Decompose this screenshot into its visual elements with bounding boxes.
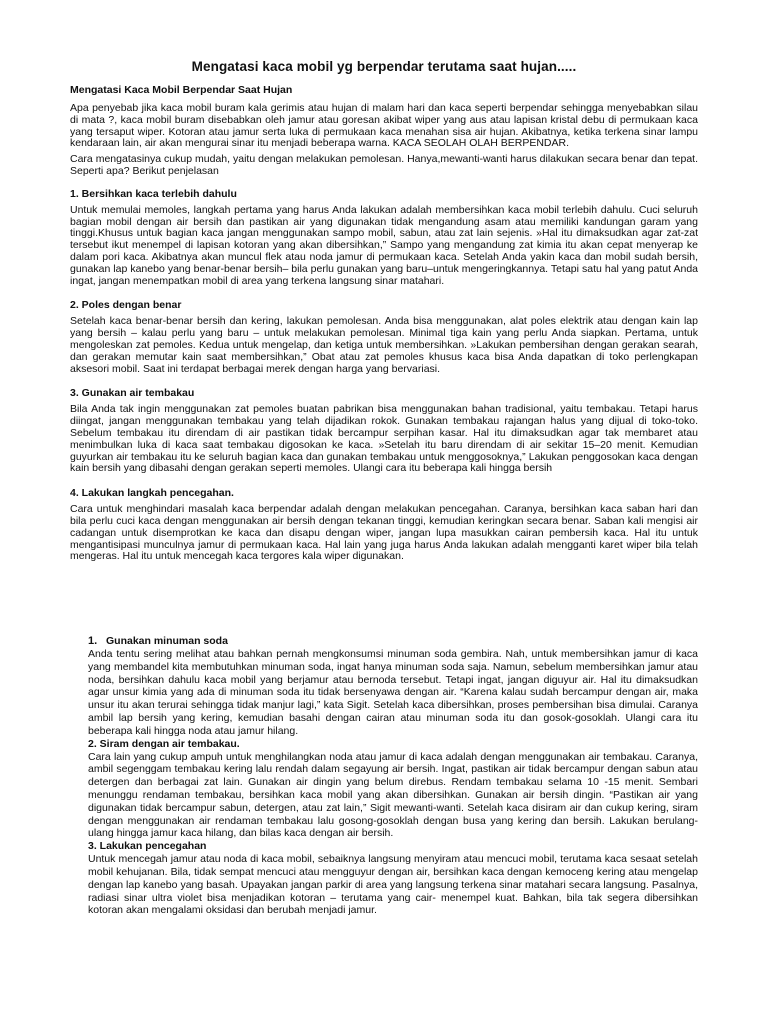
section-heading: 2. Poles dengan benar: [70, 299, 182, 312]
section-body: Untuk memulai memoles, langkah pertama yang harus Anda lakukan adalah membersihkan kaca mobil terlebih dahulu. Cuci seluruh bagian mobil dengan air bersih dan pastikan air yang digunakan tidak mengandung asam atau memiliki kandungan garam yang tinggi.Khusus untuk bagian kaca jangan menggunakan sampo mobil, sabun, atau zat lain sejenis. »Hal itu dimaksudkan agar zat-zat tersebut ikut menempel di lapisan kotoran yang akan dibersihkan,” Sampo yang mengandung zat kimia itu akan cepat menyerap ke dalam pori kaca. Akibatnya akan muncul flek atau noda jamur di permukaan kaca. Setelah Anda yakin kaca dan mobil sudah bersih, gunakan lap kanebo yang benar-benar bersih– bila perlu gunakan yang baru–untuk mengeringkannya. Tetapi satu hal yang patut Anda ingat, jangan menempatkan mobil di area yang terkena langsung sinar matahari.: [70, 203, 698, 287]
secondary-content: [88, 635, 698, 917]
intro-paragraph-2: Cara mengatasinya cukup mudah, yaitu dengan melakukan pemolesan. Hanya,mewanti-wanti harus dilakukan secara benar dan tepat. Seperti apa? Berikut penjelasan: [70, 153, 698, 177]
list-number: 1.: [88, 635, 98, 647]
section-body: Bila Anda tak ingin menggunakan zat pemoles buatan pabrikan bisa menggunakan bahan tradisional, yaitu tembakau. Tetapi harus diingat, jangan menggunakan tembakau yang telah dijadikan rokok. Gunakan tembakau rajangan halus yang dijual di toko-toko. Sebelum tembakau itu direndam di air pastikan tidak bercampur serpihan kasar. Hal itu dimaksudkan agar tak membaret atau menimbulkan luka di kaca saat tembakau digosokan ke kaca. »Setelah itu baru direndam di air sekitar 15–20 menit. Kemudian guyurkan air tembakau itu ke seluruh bagian kaca dan gunakan tembakau untuk menggosoknya,” Lakukan penggosokan kaca dengan kain bersih yang dibasahi dengan gerakan seperti memoles. Ulangi cara itu beberapa kali hingga bersih: [70, 403, 698, 475]
numbered-heading: [88, 635, 698, 648]
section-body: Cara lain yang cukup ampuh untuk menghilangkan noda atau jamur di kaca adalah dengan menggunakan air tembakau. Caranya, ambil segenggam tembakau kering lalu rendah dalam segayung air bersih. Ingat, pastikan air tidak bercampur dengan sabun atau detergen dan berbagai zat lain. Gunakan air dingin yang belum direbus. Rendam tembakau selama 10 -15 menit. Sembari menunggu rendaman tembakau, bersihkan kaca mobil yang akan dibersihkan. Gunakan air bersih dingin. “Pastikan air yang digunakan tidak bercampur sabun, detergen, atau zat lain,” Sigit mewanti-wanti. Setelah kaca disiram air dan cukup kering, siram dengan menggunakan air rendaman tembakau lalu gosong-gosoklah dengan busa yang kering dan bersih. Lakukan berulang-ulang hingga jamur kaca hilang, dan bilas kaca dengan air bersih.: [88, 750, 698, 840]
document-title: Mengatasi kaca mobil yg berpendar terutama saat hujan.....: [191, 59, 577, 74]
intro-paragraph: Apa penyebab jika kaca mobil buram kala gerimis atau hujan di malam hari dan kaca seperti berpendar sehingga menyebabkan silau di mata ?, kaca mobil buram disebabkan oleh jamur atau goresan akibat wiper yang aus atau lapisan kristal debu di permukaan kaca yang tersaput wiper. Kotoran atau jamur serta luka di permukaan kaca menahan sisa air hujan. Akibatnya, ketika terkena sinar lampu kendaraan lain, air akan mengurai sinar itu menjadi beberapa warna. KACA SEOLAH OLAH BERPENDAR.: [70, 102, 698, 150]
section-heading: 3. Gunakan air tembakau: [70, 387, 195, 400]
section-heading: 1. Bersihkan kaca terlebih dahulu: [70, 187, 237, 200]
section-body: Anda tentu sering melihat atau bahkan pernah mengkonsumsi minuman soda gembira. Nah, untuk membersihkan jamur di kaca yang membandel kita membutuhkan minuman soda, ingat hanya minuman soda saja. Namun, sebelum membersihkan jamur atau noda, bersihkan dahulu kaca mobil yang berjamur atau bernoda tersebut. Tetapi ingat, jangan diguyur air. Hal itu dimaksudkan agar unsur kimia yang ada di minuman soda itu tidak bersenyawa dengan air. “Karena kalau sudah bercampur dengan air, maka unsur itu akan terurai sehingga tidak manjur lagi,” kata Sigit. Setelah kaca dibersihkan, proses pembersihan bisa dimulai. Caranya ambil lap bersih yang kering, kemudian basahi dengan cairan atau minuman soda itu dan gosok-gosoklah. Ulangi cara itu beberapa kali hingga noda atau jamur hilang.: [88, 648, 698, 737]
section-heading: 3. Lakukan pencegahan: [88, 840, 207, 853]
section-body: Setelah kaca benar-benar bersih dan kering, lakukan pemolesan. Anda bisa menggunakan, alat poles elektrik atau dengan kain lap yang bersih – kalau perlu yang baru – untuk melakukan pemolesan. Minimal tiga kain yang perlu Anda siapkan. Pertama, untuk mengoleskan zat pemoles. Kedua untuk mengelap, dan ketiga untuk membersihkan. »Lakukan pembersihan dengan gerakan searah, dan gerakan memutar kain saat membersihkan,” Obat atau zat pemoles khusus kaca bisa Anda dapatkan di toko perlengkapan aksesori mobil. Saat ini terdapat berbagai merek dengan harga yang bervariasi.: [70, 315, 698, 375]
numbered-heading-text: Gunakan minuman soda: [106, 635, 228, 647]
main-content: [70, 84, 698, 563]
section-body: Untuk mencegah jamur atau noda di kaca mobil, sebaiknya langsung menyiram atau mencuci mobil, terutama kaca sesaat setelah mobil kehujanan. Bila, tidak sempat mencuci atau mengguyur dengan air, bersihkan kaca dengan kemoceng kering atau mengelap dengan lap kanebo yang basah. Upayakan jangan parkir di area yang langsung terkena sinar matahari secara langsung. Pasalnya, radiasi sinar ultra violet bisa menjadikan kotoran – terutama yang cair- menempel kuat. Bahkan, bila tak segera dibersihkan kotoran akan mengalami oksidasi dan berubah menjadi jamur.: [88, 853, 698, 917]
section-heading: 2. Siram dengan air tembakau.: [88, 737, 240, 750]
section-body: Cara untuk menghindari masalah kaca berpendar adalah dengan melakukan pencegahan. Caranya, bersihkan kaca saban hari dan bila perlu cuci kaca dengan menggunakan air bersih dengan tekanan tinggi, kemudian keringkan secara benar. Saban kali mengisi air cadangan untuk disemprotkan ke kaca dan disapu dengan wiper, jangan lupa masukkan cairan pembersih kaca. Hal itu untuk mengantisipasi munculnya jamur di permukaan kaca. Hal lain yang juga harus Anda lakukan adalah mengganti karet wiper bila telah mengeras. Hal itu untuk mencegah kaca tergores kala wiper digunakan.: [70, 503, 698, 563]
section-heading: 4. Lakukan langkah pencegahan.: [70, 487, 234, 500]
subtitle-heading: Mengatasi Kaca Mobil Berpendar Saat Hujan: [70, 84, 293, 96]
